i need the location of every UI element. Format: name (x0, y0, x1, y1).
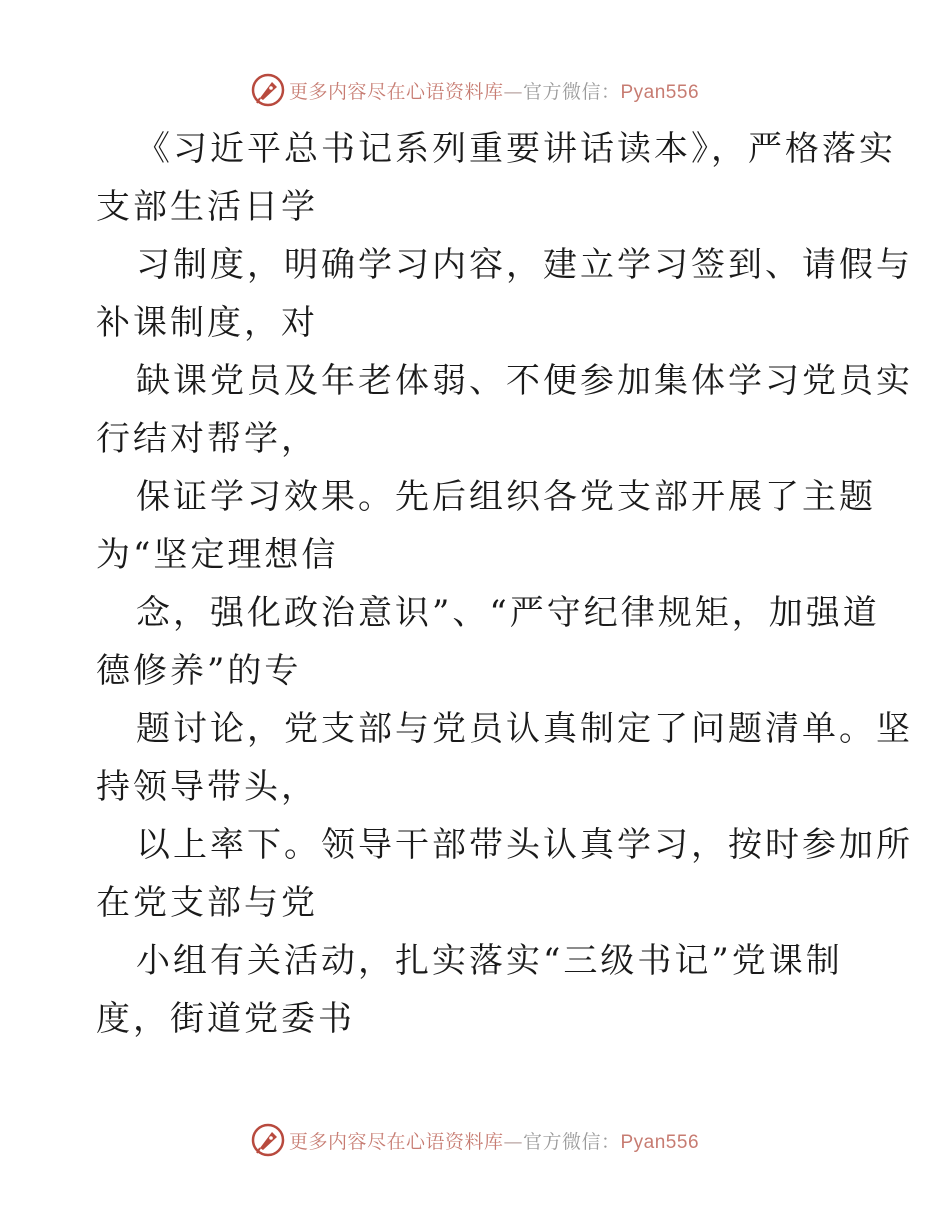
body-line: 持领导带头， (96, 767, 318, 807)
body-line: 以上率下。领导干部带头认真学习，按时参加所 (136, 825, 913, 865)
watermark-sub: 官方微信： (522, 1130, 621, 1153)
watermark-dash: — (503, 80, 523, 103)
watermark-main: 更多内容尽在心语资料库 (288, 1130, 504, 1153)
watermark-id: Pyan556 (620, 81, 700, 103)
body-line: 支部生活日学 (96, 187, 318, 227)
body-line: 习制度，明确学习内容，建立学习签到、请假与 (136, 245, 913, 285)
body-line: 题讨论，党支部与党员认真制定了问题清单。坚 (136, 709, 913, 749)
body-line: 补课制度，对 (96, 303, 318, 343)
watermark-main: 更多内容尽在心语资料库 (288, 80, 504, 103)
body-line: 保证学习效果。先后组织各党支部开展了主题 (136, 477, 876, 517)
footer-watermark (0, 1120, 950, 1160)
body-line: 为“坚定理想信 (96, 535, 339, 575)
body-line: 行结对帮学， (96, 419, 318, 459)
pen-nib-logo-icon (251, 73, 285, 107)
watermark-id: Pyan556 (620, 1131, 700, 1153)
body-line: 小组有关活动，扎实落实“三级书记”党课制 (136, 941, 843, 981)
watermark-sub: 官方微信： (522, 80, 621, 103)
pen-nib-logo-icon (251, 1123, 285, 1157)
document-body (96, 120, 913, 1048)
watermark-dash: — (503, 1130, 523, 1153)
body-line: 《习近平总书记系列重要讲话读本》，严格落实 (136, 129, 896, 169)
body-line: 念，强化政治意识”、“严守纪律规矩，加强道 (136, 593, 880, 633)
watermark-text (289, 77, 699, 104)
body-line: 缺课党员及年老体弱、不便参加集体学习党员实 (136, 361, 913, 401)
body-line: 德修养”的专 (96, 651, 302, 691)
header-watermark (0, 70, 950, 110)
watermark-text (289, 1127, 699, 1154)
body-line: 在党支部与党 (96, 883, 318, 923)
body-line: 度，街道党委书 (96, 999, 355, 1039)
